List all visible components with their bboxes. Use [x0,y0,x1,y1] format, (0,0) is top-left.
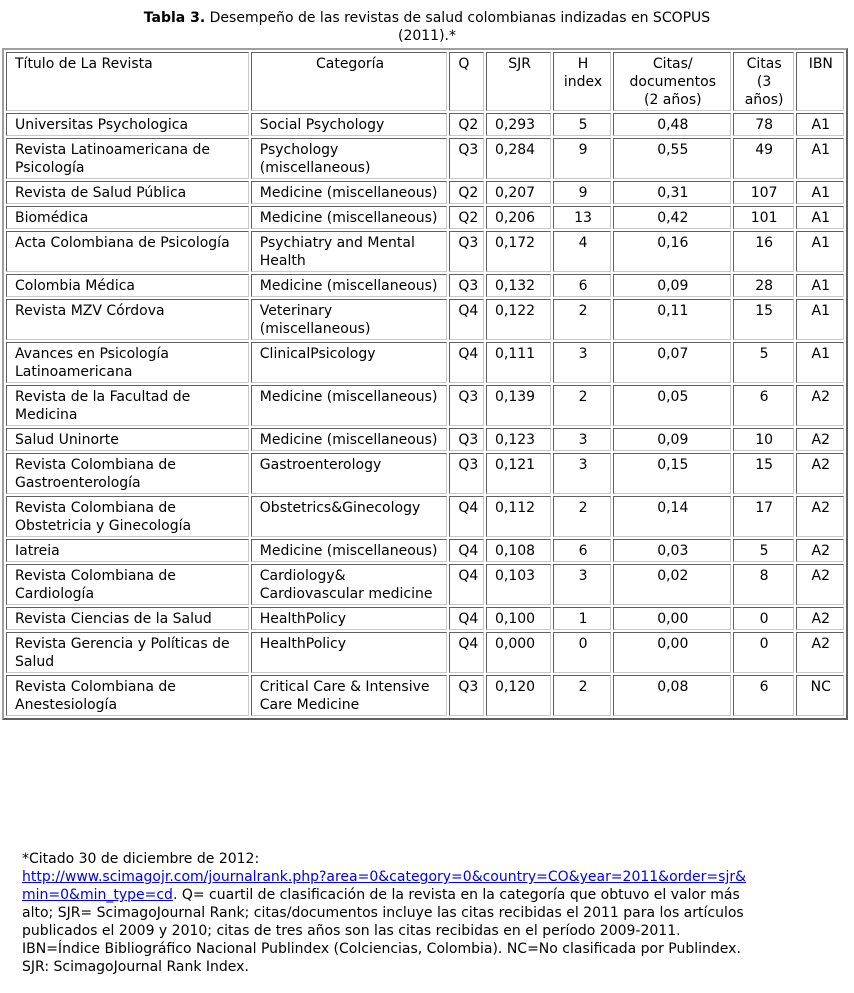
table-row [6,564,844,605]
cell-ibn: A2 [796,496,844,537]
cell-q: Q3 [449,231,484,272]
cell-h-index: 4 [553,231,611,272]
caption-label: Tabla 3. [143,10,206,26]
cell-sjr: 0,293 [486,113,551,136]
cell-sjr: 0,139 [486,385,551,426]
cell-titulo: Revista Colombiana de Gastroenterología [6,453,249,494]
cell-q: Q4 [449,342,484,383]
cell-ibn: A1 [796,274,844,297]
cell-ibn: A1 [796,299,844,340]
cell-sjr: 0,121 [486,453,551,494]
table-row [6,496,844,537]
cell-citas-3-anos: 28 [733,274,794,297]
cell-categoria: Medicine (miscellaneous) [251,274,448,297]
cell-citas-3-anos: 8 [733,564,794,605]
cell-sjr: 0,206 [486,206,551,229]
cell-citas-documentos: 0,09 [613,428,731,451]
table-row [6,274,844,297]
cell-titulo: Revista de Salud Pública [6,181,249,204]
cell-sjr: 0,172 [486,231,551,272]
cell-q: Q3 [449,385,484,426]
cell-q: Q4 [449,564,484,605]
cell-h-index: 3 [553,342,611,383]
cell-categoria: Medicine (miscellaneous) [251,428,448,451]
cell-h-index: 2 [553,299,611,340]
cell-h-index: 13 [553,206,611,229]
footnote [22,850,758,976]
cell-q: Q4 [449,299,484,340]
cell-ibn: NC [796,675,844,716]
cell-h-index: 2 [553,385,611,426]
cell-ibn: A2 [796,564,844,605]
cell-citas-3-anos: 0 [733,607,794,630]
table-row [6,181,844,204]
cell-citas-documentos: 0,48 [613,113,731,136]
header-ibn: IBN [796,52,844,111]
scimago-link[interactable]: http://www.scimagojr.com/journalrank.php?area=0&category=0&country=CO&year=2011&order=sjr&min=0&min_type=cd [22,869,747,903]
table-row [6,539,844,562]
cell-h-index: 6 [553,539,611,562]
cell-q: Q3 [449,274,484,297]
cell-citas-3-anos: 0 [733,632,794,673]
cell-citas-3-anos: 49 [733,138,794,179]
cell-h-index: 1 [553,607,611,630]
cell-sjr: 0,100 [486,607,551,630]
cell-categoria: Obstetrics&Ginecology [251,496,448,537]
cell-citas-3-anos: 6 [733,675,794,716]
cell-sjr: 0,207 [486,181,551,204]
cell-q: Q3 [449,428,484,451]
caption-text-line2: (2011).* [397,28,456,44]
cell-citas-documentos: 0,15 [613,453,731,494]
cell-ibn: A1 [796,113,844,136]
table-row [6,632,844,673]
cell-citas-documentos: 0,08 [613,675,731,716]
cell-citas-3-anos: 10 [733,428,794,451]
cell-h-index: 5 [553,113,611,136]
table-row [6,607,844,630]
cell-categoria: Medicine (miscellaneous) [251,539,448,562]
cell-titulo: Avances en Psicología Latinoamericana [6,342,249,383]
caption-text: Desempeño de las revistas de salud colombianas indizadas en SCOPUS [205,10,711,26]
cell-categoria: Medicine (miscellaneous) [251,206,448,229]
cell-titulo: Revista Colombiana de Anestesiología [6,675,249,716]
cell-categoria: Medicine (miscellaneous) [251,385,448,426]
cell-sjr: 0,000 [486,632,551,673]
cell-titulo: Revista Colombiana de Cardiología [6,564,249,605]
footnote-cited: *Citado 30 de diciembre de 2012: [22,851,260,867]
cell-citas-documentos: 0,07 [613,342,731,383]
cell-h-index: 0 [553,632,611,673]
cell-ibn: A2 [796,453,844,494]
table-row [6,675,844,716]
header-categoria: Categoría [251,52,448,111]
cell-q: Q2 [449,113,484,136]
cell-categoria: Social Psychology [251,113,448,136]
header-citas-3-anos: Citas (3 años) [733,52,794,111]
cell-ibn: A2 [796,428,844,451]
cell-h-index: 6 [553,274,611,297]
cell-categoria: Veterinary (miscellaneous) [251,299,448,340]
cell-categoria: Medicine (miscellaneous) [251,181,448,204]
cell-ibn: A1 [796,231,844,272]
cell-citas-3-anos: 5 [733,539,794,562]
cell-titulo: Revista Ciencias de la Salud [6,607,249,630]
cell-sjr: 0,123 [486,428,551,451]
cell-q: Q3 [449,453,484,494]
cell-citas-documentos: 0,14 [613,496,731,537]
cell-citas-3-anos: 78 [733,113,794,136]
cell-sjr: 0,111 [486,342,551,383]
table-row [6,138,844,179]
cell-citas-documentos: 0,00 [613,632,731,673]
cell-q: Q2 [449,206,484,229]
cell-citas-3-anos: 6 [733,385,794,426]
cell-ibn: A1 [796,138,844,179]
cell-citas-documentos: 0,11 [613,299,731,340]
cell-citas-documentos: 0,00 [613,607,731,630]
cell-h-index: 9 [553,181,611,204]
cell-sjr: 0,132 [486,274,551,297]
cell-sjr: 0,120 [486,675,551,716]
table-row [6,385,844,426]
cell-h-index: 9 [553,138,611,179]
journals-table [2,48,848,720]
table-row [6,342,844,383]
cell-citas-3-anos: 5 [733,342,794,383]
cell-categoria: ClinicalPsicology [251,342,448,383]
cell-titulo: Salud Uninorte [6,428,249,451]
cell-sjr: 0,108 [486,539,551,562]
cell-titulo: Revista Colombiana de Obstetricia y Ginecología [6,496,249,537]
cell-citas-documentos: 0,55 [613,138,731,179]
table-row [6,428,844,451]
cell-sjr: 0,112 [486,496,551,537]
footnote-text: . Q= cuartil de clasificación de la revista en la categoría que obtuvo el valor más alto; SJR= ScimagoJournal Rank; citas/documentos incluye las citas recibidas el 2011 para los artículos publicados el 2009 y 2010; citas de tres años son las citas recibidas en el período 2009-2011. IBN=Índice Bibliográfico Nacional Publindex (Colciencias, Colombia). NC=No clasificada por Publindex. SJR: ScimagoJournal Rank Index. [22,887,744,975]
table-row [6,206,844,229]
cell-categoria: Psychiatry and Mental Health [251,231,448,272]
header-titulo: Título de La Revista [6,52,249,111]
header-sjr: SJR [486,52,551,111]
header-q: Q [449,52,484,111]
cell-titulo: Revista de la Facultad de Medicina [6,385,249,426]
table-row [6,113,844,136]
cell-citas-documentos: 0,02 [613,564,731,605]
cell-sjr: 0,103 [486,564,551,605]
cell-sjr: 0,284 [486,138,551,179]
cell-categoria: HealthPolicy [251,632,448,673]
cell-ibn: A1 [796,342,844,383]
table-row [6,453,844,494]
cell-q: Q3 [449,675,484,716]
cell-citas-documentos: 0,03 [613,539,731,562]
header-h-index: H index [553,52,611,111]
cell-citas-3-anos: 101 [733,206,794,229]
cell-titulo: Iatreia [6,539,249,562]
cell-citas-documentos: 0,31 [613,181,731,204]
cell-citas-3-anos: 15 [733,299,794,340]
cell-h-index: 3 [553,428,611,451]
cell-citas-3-anos: 15 [733,453,794,494]
cell-citas-3-anos: 17 [733,496,794,537]
cell-citas-3-anos: 16 [733,231,794,272]
cell-titulo: Biomédica [6,206,249,229]
cell-citas-documentos: 0,09 [613,274,731,297]
cell-ibn: A2 [796,607,844,630]
cell-h-index: 3 [553,564,611,605]
cell-q: Q4 [449,607,484,630]
cell-categoria: Psychology (miscellaneous) [251,138,448,179]
cell-ibn: A2 [796,539,844,562]
cell-citas-3-anos: 107 [733,181,794,204]
cell-titulo: Acta Colombiana de Psicología [6,231,249,272]
table-row [6,299,844,340]
cell-q: Q2 [449,181,484,204]
cell-titulo: Colombia Médica [6,274,249,297]
cell-q: Q3 [449,138,484,179]
cell-h-index: 2 [553,496,611,537]
table-caption [0,9,854,45]
header-citas-documentos: Citas/ documentos (2 años) [613,52,731,111]
cell-h-index: 2 [553,675,611,716]
cell-categoria: Critical Care & Intensive Care Medicine [251,675,448,716]
cell-citas-documentos: 0,05 [613,385,731,426]
cell-citas-documentos: 0,16 [613,231,731,272]
table-row [6,231,844,272]
cell-ibn: A1 [796,181,844,204]
cell-q: Q4 [449,496,484,537]
cell-ibn: A2 [796,385,844,426]
cell-titulo: Revista MZV Córdova [6,299,249,340]
cell-q: Q4 [449,632,484,673]
cell-q: Q4 [449,539,484,562]
cell-titulo: Universitas Psychologica [6,113,249,136]
cell-titulo: Revista Gerencia y Políticas de Salud [6,632,249,673]
cell-categoria: Gastroenterology [251,453,448,494]
cell-ibn: A1 [796,206,844,229]
cell-h-index: 3 [553,453,611,494]
cell-titulo: Revista Latinoamericana de Psicología [6,138,249,179]
cell-citas-documentos: 0,42 [613,206,731,229]
header-row [6,52,844,111]
cell-categoria: HealthPolicy [251,607,448,630]
cell-ibn: A2 [796,632,844,673]
cell-categoria: Cardiology& Cardiovascular medicine [251,564,448,605]
cell-sjr: 0,122 [486,299,551,340]
